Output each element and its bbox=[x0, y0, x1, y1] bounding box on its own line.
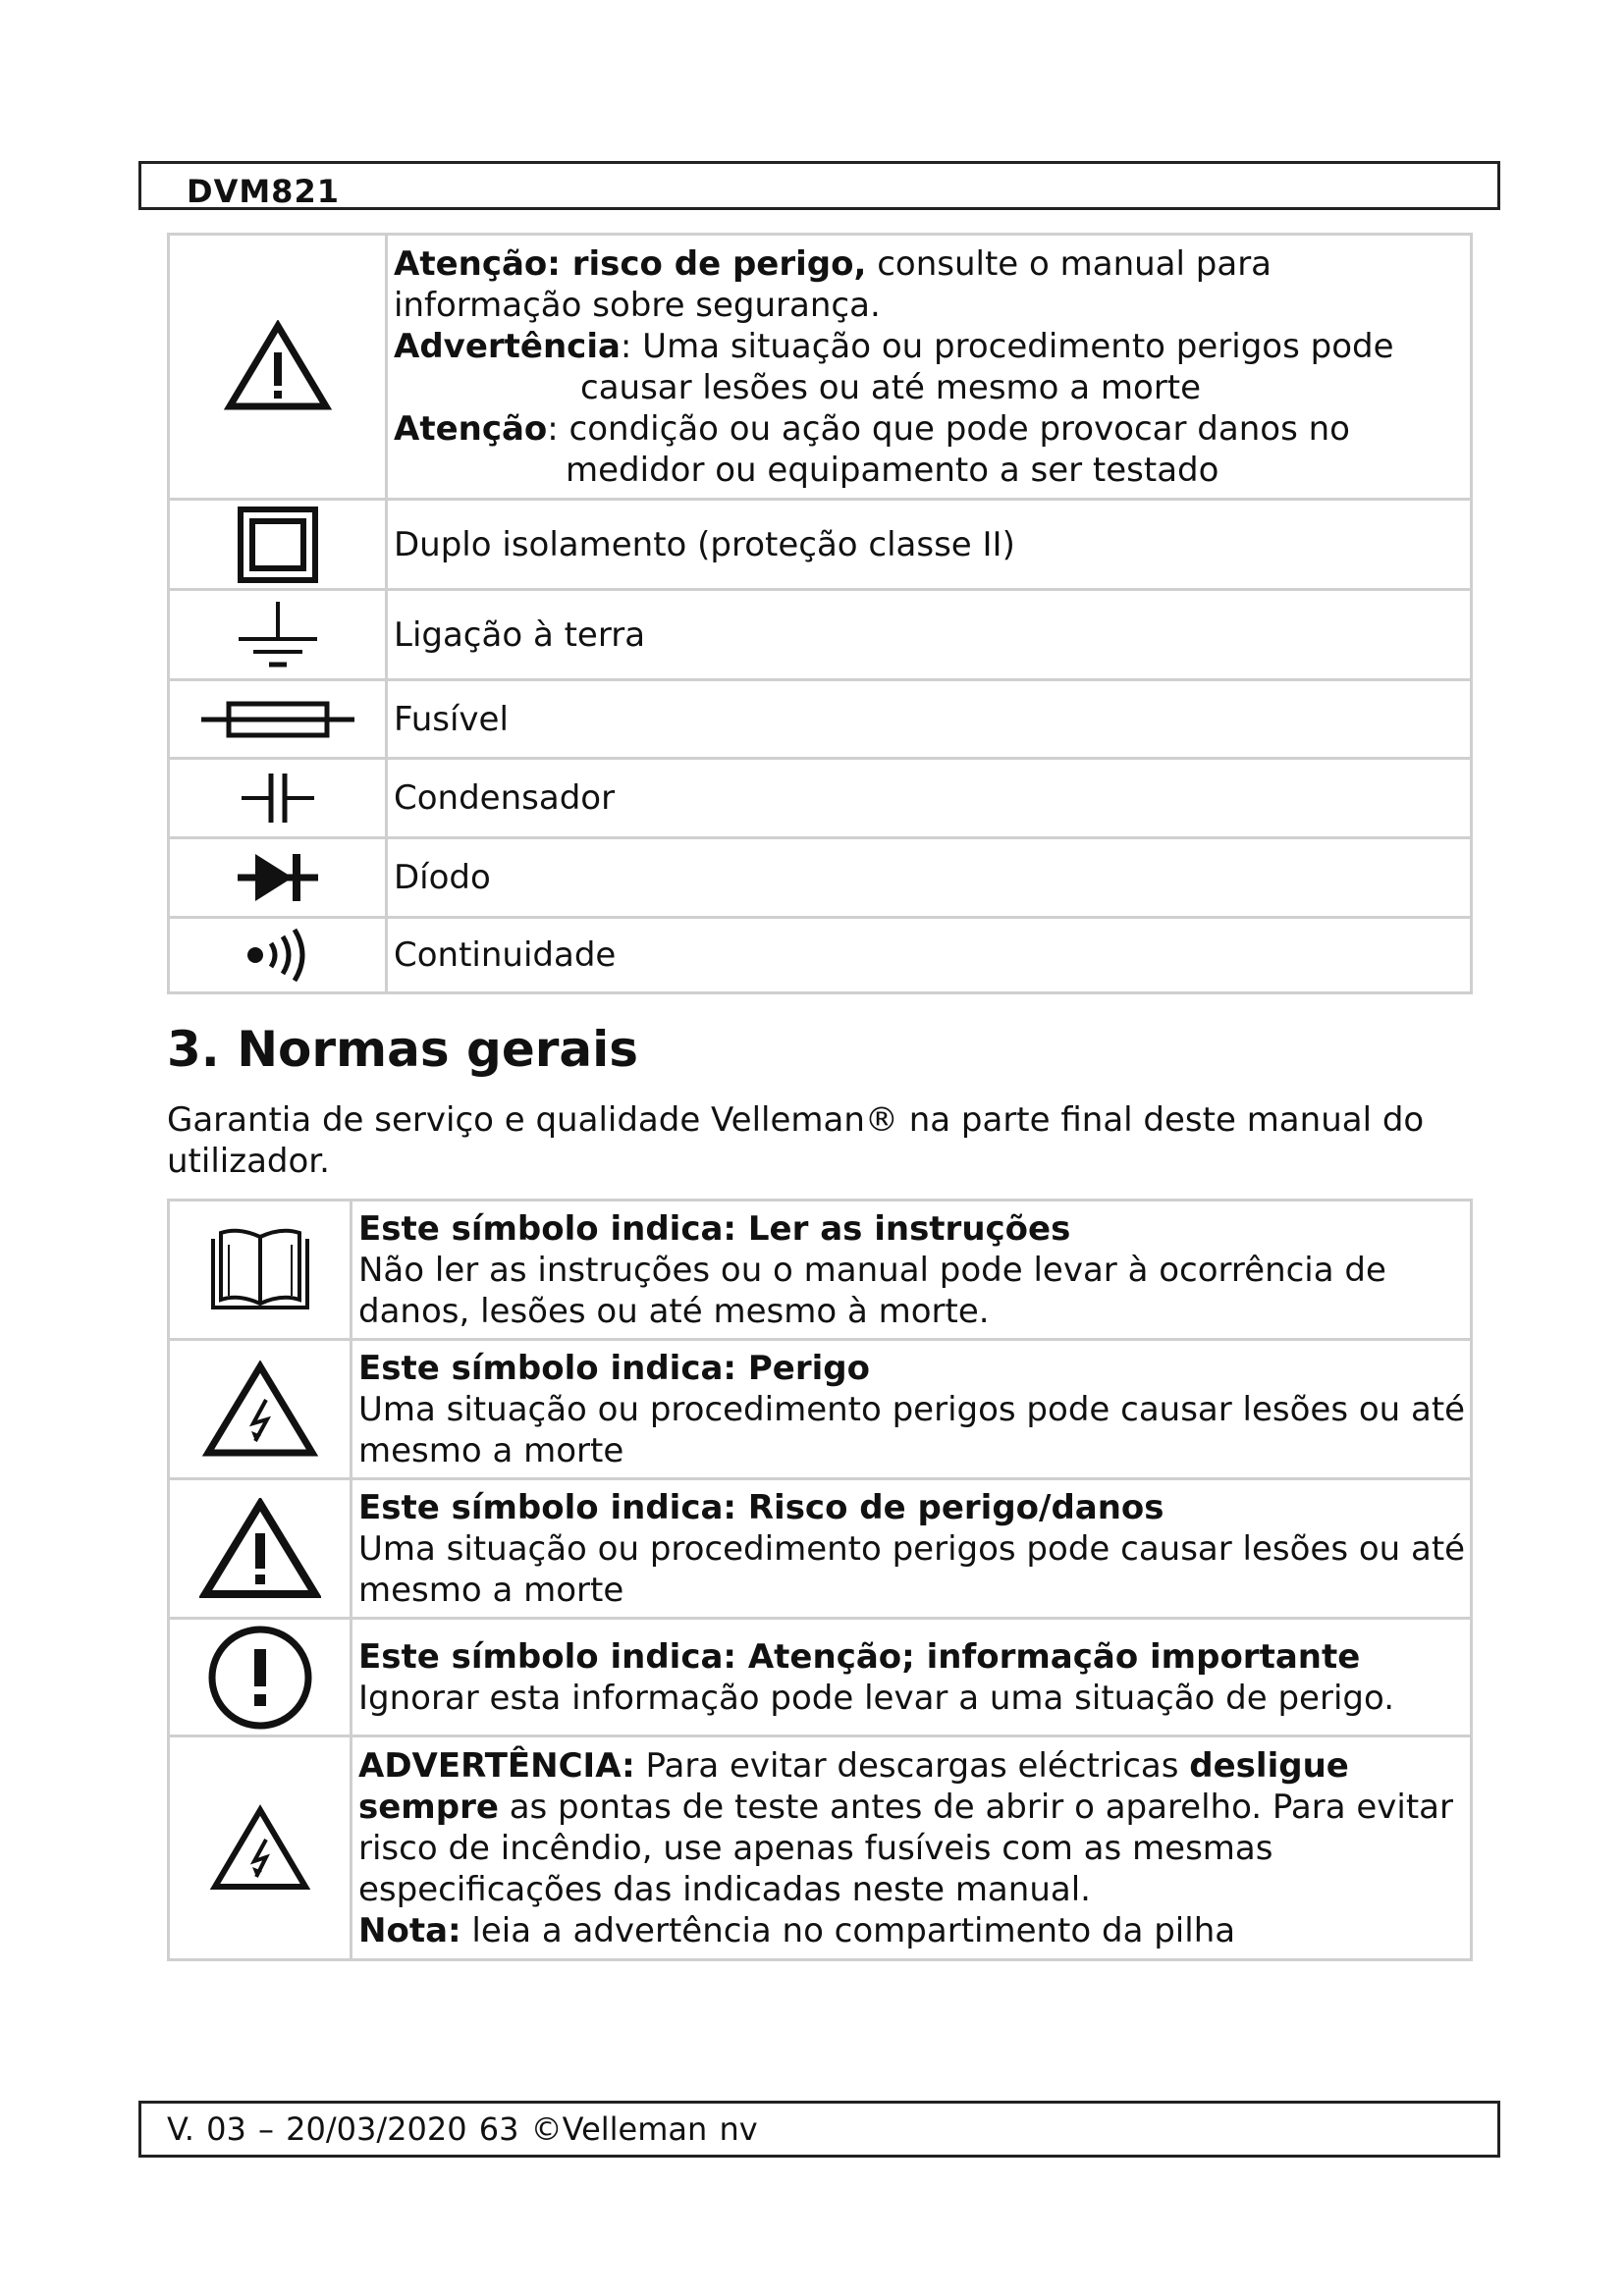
symbol-cell bbox=[169, 680, 387, 759]
table-row bbox=[169, 1340, 1472, 1479]
header-title: DVM821 bbox=[187, 173, 340, 210]
warning-triangle-icon bbox=[199, 1498, 321, 1600]
fuse-icon bbox=[201, 698, 354, 741]
symbol-cell bbox=[169, 1736, 352, 1960]
double-insulation-icon bbox=[237, 506, 319, 584]
table-row bbox=[169, 1619, 1472, 1736]
table-row bbox=[169, 1201, 1472, 1340]
description-cell bbox=[352, 1340, 1472, 1479]
description-cell bbox=[352, 1619, 1472, 1736]
table-row bbox=[169, 500, 1472, 590]
description-cell bbox=[387, 235, 1472, 500]
description-cell: Díodo bbox=[387, 838, 1472, 918]
table-row bbox=[169, 1479, 1472, 1619]
footer-text: V. 03 – 20/03/2020 63 ©Velleman nv bbox=[167, 2110, 758, 2148]
table-row bbox=[169, 235, 1472, 500]
ground-icon bbox=[234, 600, 322, 670]
row-heading: Este símbolo indica: Atenção; informação importante bbox=[358, 1636, 1361, 1677]
text-line: causar lesões ou até mesmo a morte bbox=[580, 367, 1202, 407]
warning-triangle-exclamation-icon bbox=[224, 320, 332, 413]
row-heading: Este símbolo indica: Ler as instruções bbox=[358, 1208, 1071, 1249]
section-intro: Garantia de serviço e qualidade Velleman® na parte final deste manual do utilizador. bbox=[167, 1100, 1425, 1181]
section-title: 3. Normas gerais bbox=[167, 1021, 639, 1078]
book-icon bbox=[205, 1225, 315, 1315]
description-cell: Fusível bbox=[387, 680, 1472, 759]
symbol-cell bbox=[169, 1619, 352, 1736]
row-body: Uma situação ou procedimento perigos pode causar lesões ou até mesmo a morte bbox=[358, 1389, 1466, 1470]
row-body: Não ler as instruções ou o manual pode levar à ocorrência de danos, lesões ou até mesmo à morte. bbox=[358, 1250, 1386, 1331]
lightning-triangle-icon bbox=[209, 1804, 311, 1893]
description-cell bbox=[352, 1479, 1472, 1619]
table-row bbox=[169, 838, 1472, 918]
symbol-cell bbox=[169, 1479, 352, 1619]
diode-icon bbox=[238, 850, 318, 905]
table-row bbox=[169, 680, 1472, 759]
symbol-cell bbox=[169, 1340, 352, 1479]
description-cell: Condensador bbox=[387, 759, 1472, 838]
general-symbols-table bbox=[167, 1199, 1473, 1961]
row-body: Uma situação ou procedimento perigos pode causar lesões ou até mesmo a morte bbox=[358, 1528, 1466, 1610]
text-line: informação sobre segurança. bbox=[394, 285, 881, 325]
lightning-triangle-icon bbox=[202, 1361, 318, 1459]
symbols-table bbox=[167, 233, 1473, 994]
row-heading: Este símbolo indica: Perigo bbox=[358, 1348, 870, 1388]
table-row bbox=[169, 1736, 1472, 1960]
note-paragraph: Nota: leia a advertência no compartimento da pilha bbox=[358, 1910, 1236, 1950]
warning-label: ADVERTÊNCIA: bbox=[358, 1745, 635, 1786]
symbol-cell bbox=[169, 759, 387, 838]
symbol-cell bbox=[169, 918, 387, 993]
symbol-cell bbox=[169, 838, 387, 918]
description-cell: Continuidade bbox=[387, 918, 1472, 993]
note-label: Nota: bbox=[358, 1910, 461, 1950]
description-cell bbox=[352, 1201, 1472, 1340]
text-line: Atenção: risco de perigo, consulte o manual para bbox=[394, 243, 1272, 284]
table-row bbox=[169, 590, 1472, 680]
continuity-icon bbox=[244, 927, 312, 984]
row-heading: Este símbolo indica: Risco de perigo/danos bbox=[358, 1487, 1164, 1527]
description-cell bbox=[352, 1736, 1472, 1960]
warning-paragraph: ADVERTÊNCIA: Para evitar descargas eléctricas desligue sempre as pontas de teste antes de abrir o aparelho. Para evitar risco de incêndio, use apenas fusíveis com as mesmas especificações das indicadas neste manual. bbox=[358, 1745, 1453, 1909]
text-line: medidor ou equipamento a ser testado bbox=[566, 450, 1219, 490]
row-body: Ignorar esta informação pode levar a uma situação de perigo. bbox=[358, 1678, 1394, 1718]
description-cell: Ligação à terra bbox=[387, 590, 1472, 680]
symbol-cell bbox=[169, 1201, 352, 1340]
text-line: Atenção: condição ou ação que pode provocar danos no bbox=[394, 408, 1350, 449]
header-frame bbox=[138, 161, 1500, 210]
symbol-cell bbox=[169, 590, 387, 680]
symbol-cell bbox=[169, 500, 387, 590]
description-cell: Duplo isolamento (proteção classe II) bbox=[387, 500, 1472, 590]
symbol-cell bbox=[169, 235, 387, 500]
text-line: Advertência: Uma situação ou procedimento perigos pode bbox=[394, 326, 1394, 366]
exclamation-circle-icon bbox=[206, 1624, 314, 1732]
table-row bbox=[169, 918, 1472, 993]
capacitor-icon bbox=[242, 772, 314, 825]
table-row bbox=[169, 759, 1472, 838]
